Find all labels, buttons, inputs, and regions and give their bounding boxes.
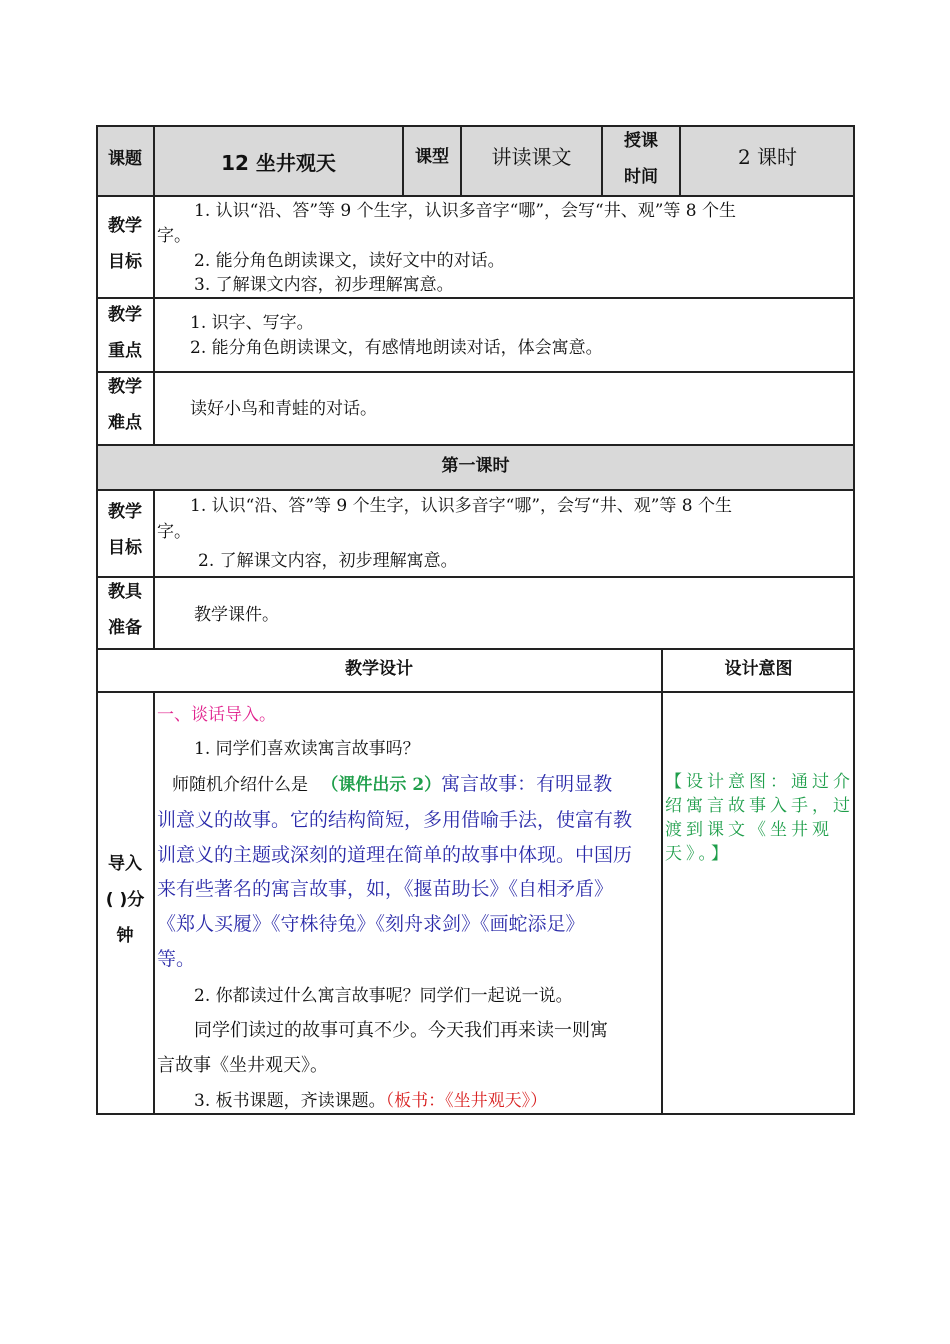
lesson1-objective-2: 2. 了解课文内容，初步理解寓意。 <box>198 551 458 571</box>
tools-value: 教学课件。 <box>194 605 279 625</box>
type-label: 课型 <box>415 147 449 167</box>
objective-1-line1: 1. 认识“沿、答”等 9 个生字，认识多音字“哪”，会写“井、观”等 8 个生 <box>194 201 737 221</box>
intro-label-line1: 导入 <box>108 854 142 874</box>
design-intent-line4: 天》。】 <box>665 844 732 864</box>
lesson1-objective-1-line2: 字。 <box>157 522 191 542</box>
design-intent-line1: 【设计意图：通过介 <box>665 772 854 792</box>
row-divider <box>96 691 855 693</box>
lesson1-objective-1-line1: 1. 认识“沿、答”等 9 个生字，认识多音字“哪”，会写“井、观”等 8 个生 <box>190 496 733 516</box>
lesson1-objectives-label <box>97 494 153 566</box>
objectives-label-line1: 教学 <box>108 216 142 236</box>
design-header: 教学设计 <box>345 659 413 679</box>
time-label <box>603 123 679 195</box>
fable-definition-line5: 《郑人买履》《守株待兔》《刻舟求剑》《画蛇添足》 <box>157 913 585 935</box>
topic-value: 12 坐井观天 <box>221 151 336 175</box>
tools-label <box>97 574 153 646</box>
intro-heading: 一、谈话导入。 <box>157 705 276 725</box>
type-value: 讲读课文 <box>491 145 572 169</box>
row-divider <box>96 195 855 197</box>
fable-definition-line3: 训意义的主题或深刻的道理在简单的故事中体现。中国历 <box>157 844 633 866</box>
intro-question-3: 3. 板书课题，齐读课题。 <box>194 1091 386 1111</box>
key-point-1: 1. 识字、写字。 <box>190 313 314 333</box>
time-value: 2 课时 <box>737 145 798 169</box>
intro-paragraph-line1: 同学们读过的故事可真不少。今天我们再来读一则寓 <box>194 1020 608 1041</box>
objectives-label <box>97 208 153 280</box>
objective-2: 2. 能分角色朗读课文，读好文中的对话。 <box>194 251 505 271</box>
intro-question-3-line <box>194 1089 547 1114</box>
difficulties-label-line2: 难点 <box>108 413 142 433</box>
lesson1-title: 第一课时 <box>441 456 510 476</box>
tools-label-line1: 教具 <box>108 582 142 602</box>
intent-header: 设计意图 <box>724 659 793 679</box>
difficulties-label-line1: 教学 <box>108 377 142 397</box>
key-points-label-line1: 教学 <box>108 305 142 325</box>
intro-label <box>97 846 153 954</box>
intro-label-line2: ( )分 <box>105 890 145 910</box>
key-points-label <box>97 297 153 369</box>
key-point-2: 2. 能分角色朗读课文，有感情地朗读对话，体会寓意。 <box>190 338 603 358</box>
fable-definition-line6: 等。 <box>157 948 196 970</box>
difficulty-1: 读好小鸟和青蛙的对话。 <box>190 399 377 419</box>
board-note: （板书：《坐井观天》） <box>385 1091 548 1111</box>
col-divider <box>661 648 663 1115</box>
difficulties-label <box>97 369 153 441</box>
key-points-label-line2: 重点 <box>108 341 142 361</box>
design-intent <box>665 770 853 866</box>
row-divider <box>96 371 855 373</box>
design-intent-line2: 绍寓言故事入手，过 <box>665 796 854 816</box>
row-divider <box>96 576 855 578</box>
objective-3: 3. 了解课文内容，初步理解寓意。 <box>194 275 454 295</box>
objectives-label-line2: 目标 <box>108 252 142 272</box>
row-divider <box>96 489 855 491</box>
col-divider <box>153 489 155 649</box>
lesson1-objectives-label-line2: 目标 <box>108 538 142 558</box>
time-label-line1: 授课 <box>624 131 658 151</box>
intro-paragraph-line2: 言故事《坐井观天》。 <box>157 1055 328 1076</box>
fable-definition-line2: 训意义的故事。它的结构简短，多用借喻手法，使富有教 <box>157 809 633 831</box>
intro-question-1: 1. 同学们喜欢读寓言故事吗？ <box>194 739 420 759</box>
teacher-prefix: 师随机介绍什么是 <box>172 775 308 795</box>
time-label-line2: 时间 <box>624 167 658 187</box>
col-divider <box>153 691 155 1115</box>
topic-label: 课题 <box>108 149 142 169</box>
fable-definition-line4: 来有些著名的寓言故事，如，《揠苗助长》《自相矛盾》 <box>157 878 614 900</box>
objective-1-line2: 字。 <box>157 226 191 246</box>
fable-definition-line1: 寓言故事：有明显教 <box>441 773 613 795</box>
row-divider <box>96 444 855 446</box>
intro-teacher-line <box>172 772 612 798</box>
intro-question-2: 2. 你都读过什么寓言故事呢？同学们一起说一说。 <box>194 986 573 1006</box>
lesson1-objectives-label-line1: 教学 <box>108 502 142 522</box>
design-intent-line3: 渡到课文《坐井观 <box>665 820 833 840</box>
intro-label-line3: 钟 <box>116 926 134 946</box>
courseware-tag: （课件出示 2） <box>321 775 442 795</box>
tools-label-line2: 准备 <box>108 618 142 638</box>
